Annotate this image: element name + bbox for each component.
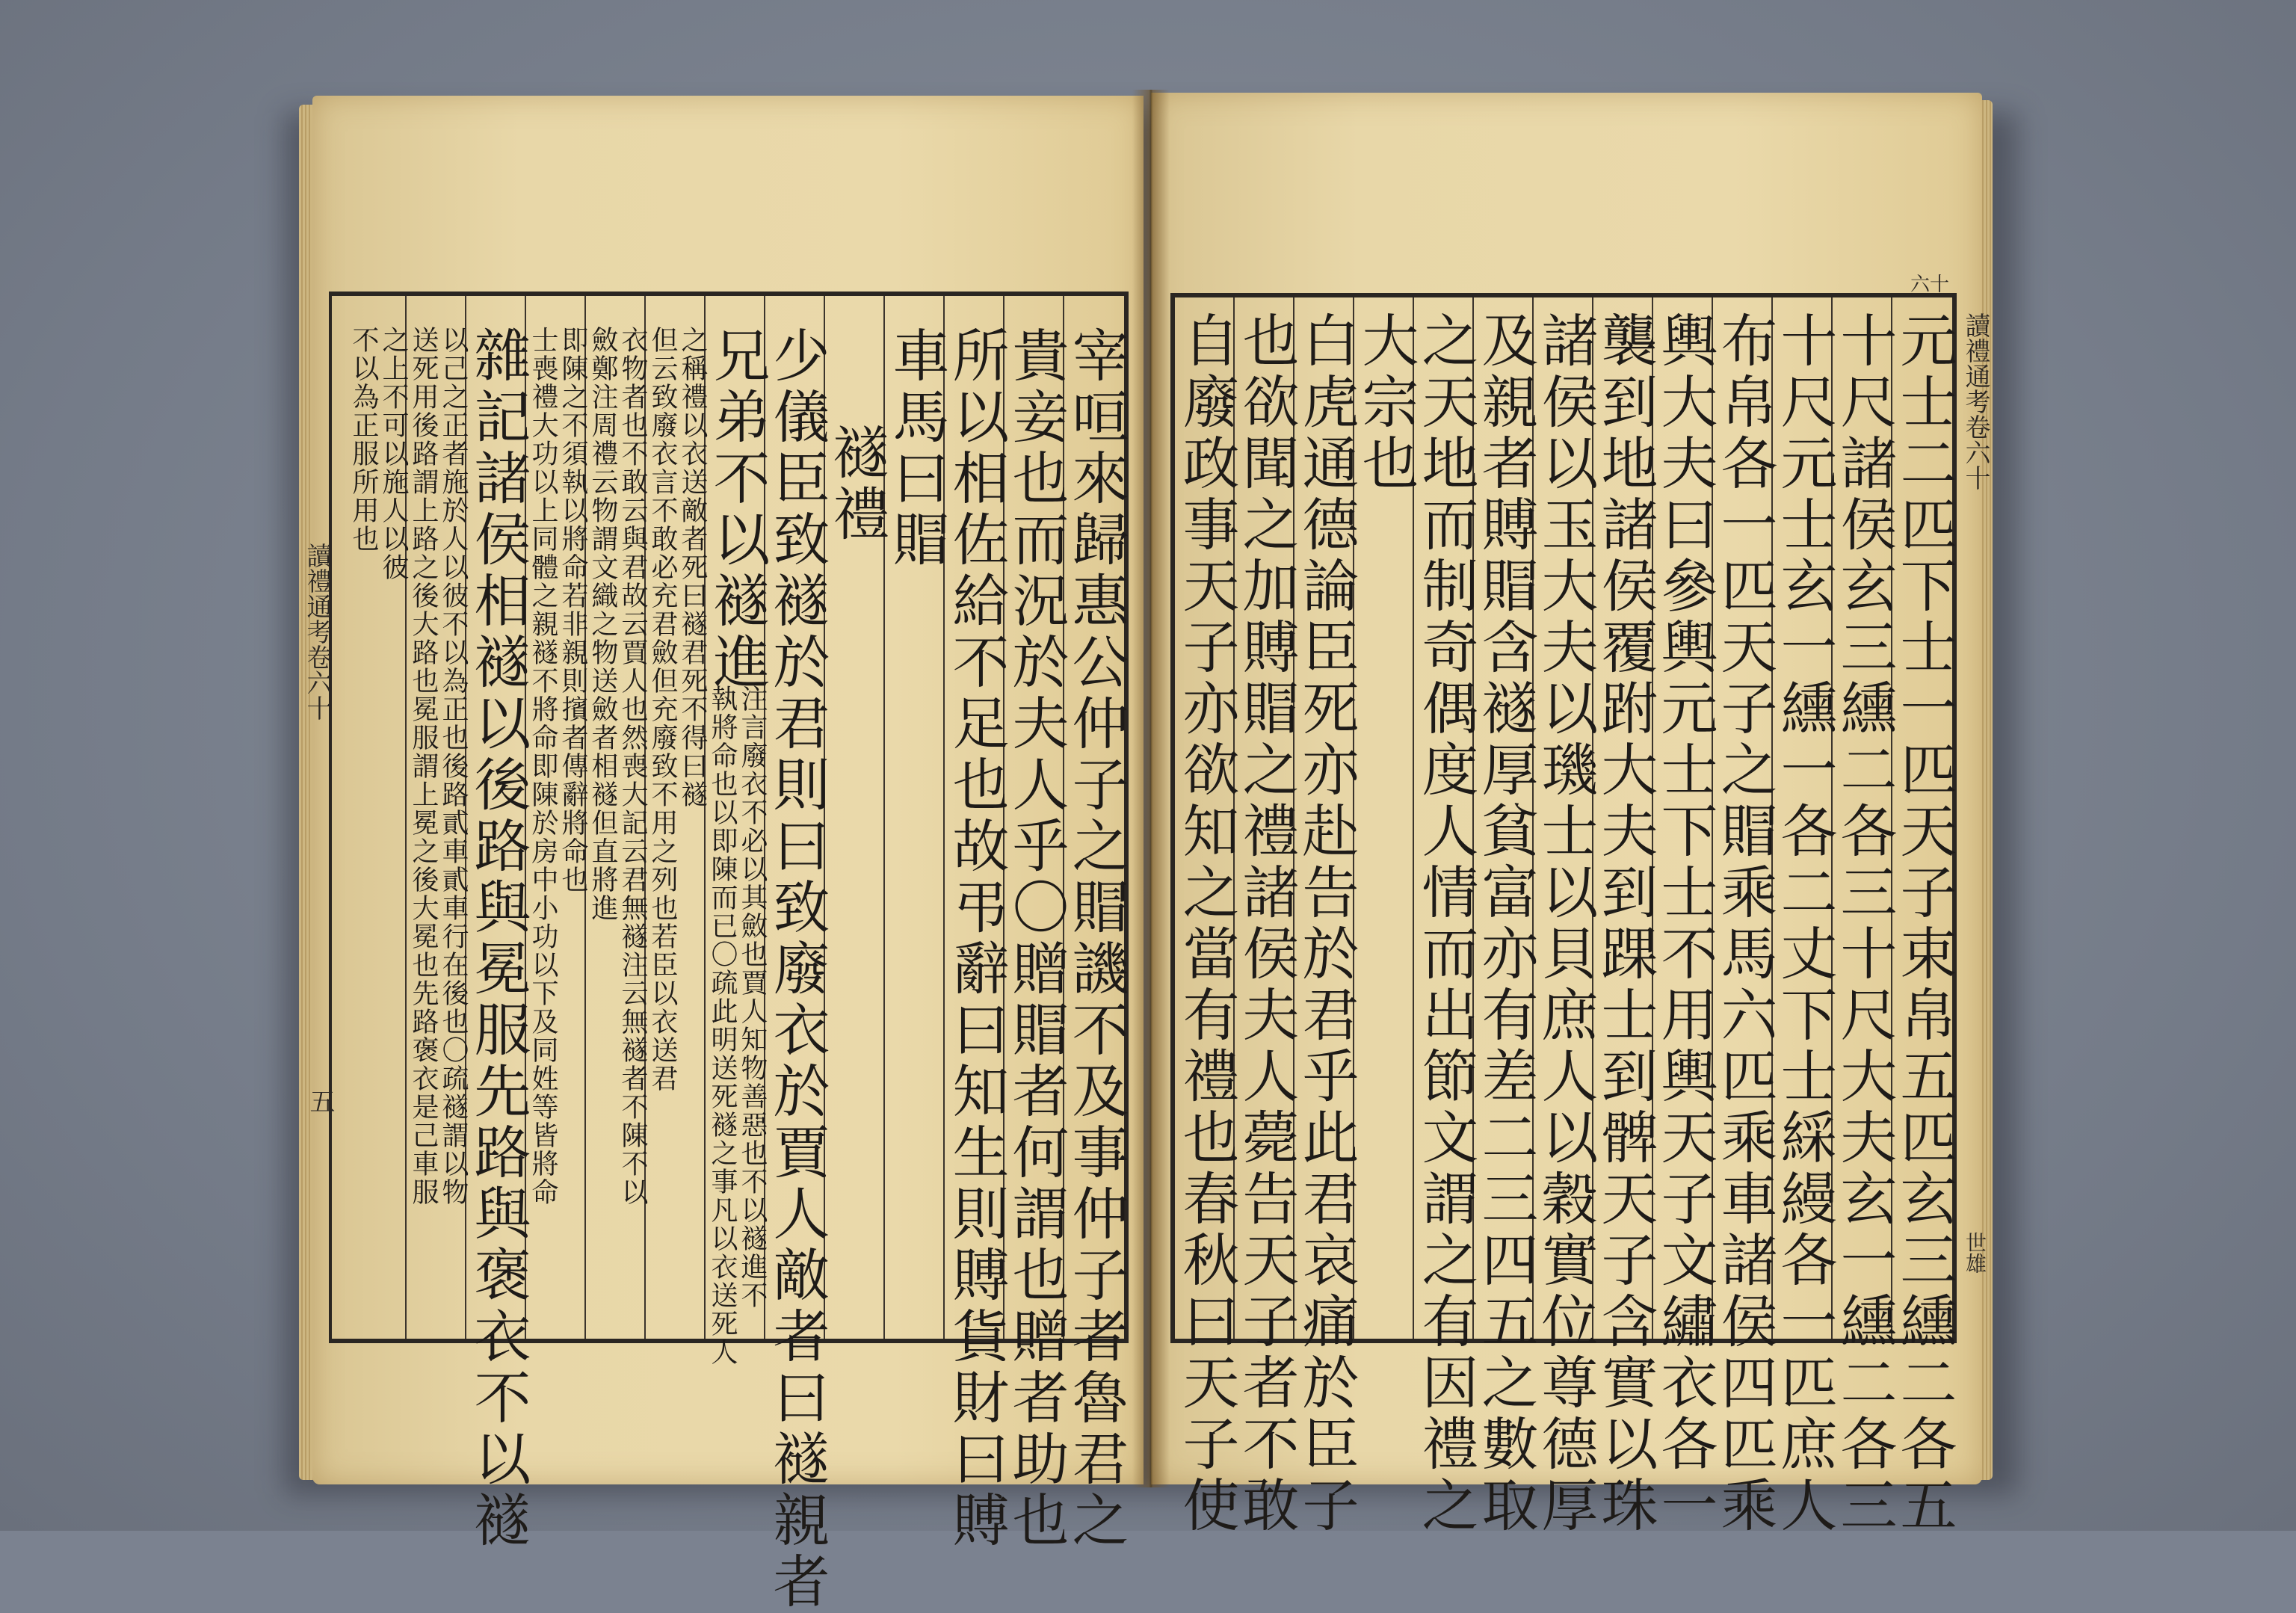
text-column: 之天地而制奇偶度人情而出節文謂之有因禮之 bbox=[1413, 311, 1479, 1537]
commentary-column: 執將命也以即陳而已〇疏此明送死襚之事凡以衣送死人 bbox=[707, 685, 738, 1366]
text-column: 十尺元士玄一纁一各二丈下士綵縵各一匹庶人 bbox=[1771, 311, 1838, 1537]
text-column: 少儀臣致襚於君則曰致廢衣於賈人敵者曰襚親者 bbox=[764, 326, 830, 1613]
right-folio-label: 讀禮通考卷六十 bbox=[1960, 312, 1990, 490]
commentary-column: 以己之正者施於人以彼不以為正也後路貳車貳車行在後也〇疏襚謂以物 bbox=[438, 326, 469, 1206]
text-column: 宰咺來歸惠公仲子之賵譏不及事仲子者魯君之 bbox=[1063, 326, 1129, 1552]
text-column: 諸侯以玉大夫以璣士以貝庶人以穀實位尊德厚 bbox=[1532, 311, 1599, 1537]
right-corner-mark: 世雄 bbox=[1963, 1232, 1987, 1274]
text-column: 元士二匹下士一匹天子束帛五匹玄三纁二各五 bbox=[1891, 311, 1957, 1537]
text-column: 布帛各一匹天子之賵乘馬六匹乘車諸侯四匹乘 bbox=[1712, 311, 1778, 1537]
commentary-column: 送死用後路謂上路之後大路也冕服謂上冕之後大冕也先路褒衣是己車服 bbox=[408, 326, 439, 1206]
commentary-column: 之稱禮以衣送敵者死曰襚君死不得曰襚 bbox=[677, 326, 708, 809]
left-page-frame bbox=[302, 292, 1129, 1613]
text-column: 兄弟不以襚進 bbox=[704, 326, 771, 694]
text-column: 襲到地諸侯覆跗大夫到踝士到髀天子含實以珠 bbox=[1592, 311, 1658, 1537]
left-folio-number: 五 bbox=[305, 1088, 335, 1114]
text-column: 雜記諸侯相襚以後路與冕服先路與褒衣不以襚 bbox=[465, 326, 531, 1552]
text-column: 貴妾也而況於夫人乎〇贈賵者何謂也贈者助也 bbox=[1003, 326, 1070, 1552]
right-page-number: 六十 bbox=[1910, 274, 1949, 296]
book-gutter bbox=[1132, 90, 1170, 1487]
text-column: 及親者賻賵含襚厚貧富亦有差二三四五之數取 bbox=[1472, 311, 1539, 1537]
text-column: 也欲聞之加賻賵之禮諸侯夫人薨告天子者不敢 bbox=[1233, 311, 1300, 1537]
commentary-column: 不以為正服所用也 bbox=[348, 326, 379, 553]
commentary-column: 士喪禮大功以上同體之親襚不將命即陳於房中小功以下及同姓等皆將命 bbox=[528, 326, 558, 1206]
text-column: 白虎通德論臣死亦赴告於君乎此君哀痛於臣子 bbox=[1293, 311, 1360, 1537]
left-folio-label: 讀禮通考卷六十 bbox=[302, 543, 332, 721]
text-column: 所以相佐給不足也故弔辭曰知生則賻貨財曰賻 bbox=[943, 326, 1010, 1552]
text-column: 車馬曰賵 bbox=[883, 326, 950, 571]
text-column: 自廢政事天子亦欲知之當有禮也春秋曰天子使 bbox=[1173, 311, 1240, 1537]
commentary-column: 斂鄭注周禮云物謂文織之物送斂者相襚但直將進 bbox=[587, 326, 618, 922]
section-heading: 襚禮 bbox=[824, 423, 890, 546]
text-column: 十尺諸侯玄三纁二各三十尺大夫玄一纁二各三 bbox=[1831, 311, 1898, 1537]
commentary-column: 之上不可以施人以彼 bbox=[378, 326, 409, 582]
right-page-frame bbox=[1170, 274, 1990, 1537]
commentary-column: 但云致廢衣言不敢必充君斂但充廢致不用之列也若臣以衣送君 bbox=[647, 326, 678, 1093]
commentary-column: 衣物者也不敢云與君故云賈人也然喪大記云君無襚注云無襚者不陳不以 bbox=[617, 326, 648, 1206]
commentary-column: 注言廢衣不必以其斂也賈人知物善惡也不以襚進不 bbox=[737, 685, 768, 1310]
commentary-column: 即陳之不須執以將命若非親則擯者傳辭將命也 bbox=[558, 326, 588, 894]
text-column: 大宗也 bbox=[1353, 311, 1419, 495]
text-column: 輿大夫曰參輿元士下士不用輿天子文繡衣各一 bbox=[1652, 311, 1718, 1537]
